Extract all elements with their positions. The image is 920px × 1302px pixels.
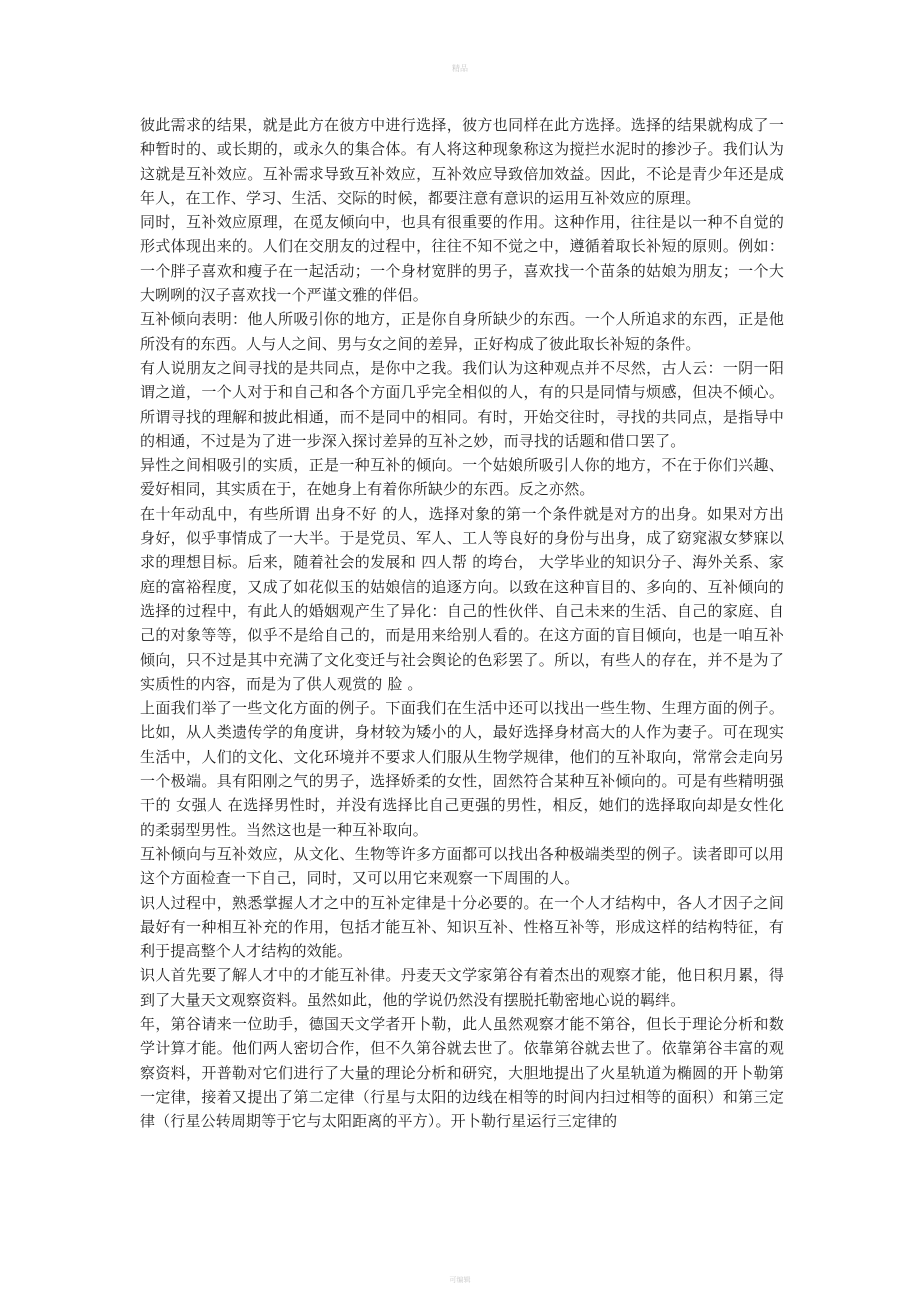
header-watermark: 精品 — [452, 64, 468, 73]
paragraph-7: 上面我们举了一些文化方面的例子。下面我们在生活中还可以找出一些生物、生理方面的例子。比如，从人类遗传学的角度讲，身材较为矮小的人，最好选择身材高大的人作为妻子。可在现实生活中，人们的文化、文化环境并不要求人们服从生物学规律，他们的互补取向，常常会走向另一个极端。具有阳刚之气的男子，选择娇柔的女性，固然符合某种互补倾向的。可是有些精明强干的 女强人 在选择男性时，并没有选择比自己更强的男性，相反，她们的选择取向却是女性化的柔弱型男性。当然这也是一种互补取向。 — [140, 699, 784, 839]
footer-watermark: 可编辑 — [449, 1276, 471, 1284]
paragraph-4: 有人说朋友之间寻找的是共同点，是你中之我。我们认为这种观点并不尽然，古人云：一阴一阳谓之道，一个人对于和自己和各个方面几乎完全相似的人，有的只是同情与烦感，但决不倾心。所谓寻找的理解和披此相通，而不是同中的相同。有时，开始交往时，寻找的共同点，是指导中的相通，不过是为了进一步深入探讨差异的互补之妙，而寻找的话题和借口罢了。 — [140, 358, 784, 450]
paragraph-2: 同时，互补效应原理，在觅友倾向中，也具有很重要的作用。这种作用，往往是以一种不自觉的形式体现出来的。人们在交朋友的过程中，往往不知不觉之中，遵循着取长补短的原则。例如：一个胖子喜欢和瘦子在一起活动；一个身材宽胖的男子，喜欢找一个苗条的姑娘为朋友；一个大大咧咧的汉子喜欢找一个严谨文雅的伴侣。 — [140, 213, 784, 305]
paragraph-10: 识人首先要了解人才中的才能互补律。丹麦天文学家第谷有着杰出的观察才能，他日积月累，得到了大量天文观察资料。虽然如此，他的学说仍然没有摆脱托勒密地心说的羁绊。 — [140, 966, 784, 1009]
paragraph-11: 年，第谷请来一位助手，德国天文学者开卜勒，此人虽然观察才能不第谷，但长于理论分析和数学计算才能。他们两人密切合作，但不久第谷就去世了。依靠第谷就去世了。依靠第谷丰富的观察资料，开普勒对它们进行了大量的理论分析和研究，大胆地提出了火星轨道为椭圆的开卜勒第一定律，接着又提出了第二定律（行星与太阳的边线在相等的时间内扫过相等的面积）和第三定律（行星公转周期等于它与太阳距离的平方）。开卜勒行星运行三定律的 — [140, 1014, 784, 1131]
document-body — [140, 113, 784, 1133]
paragraph-3: 互补倾向表明：他人所吸引你的地方，正是你自身所缺少的东西。一个人所追求的东西，正是他所没有的东西。人与人之间、男与女之间的差异，正好构成了彼此取长补短的条件。 — [140, 310, 784, 353]
paragraph-1: 彼此需求的结果，就是此方在彼方中进行选择，彼方也同样在此方选择。选择的结果就构成了一种暂时的、或长期的，或永久的集合体。有人将这种现象称这为搅拦水泥时的掺沙子。我们认为这就是互补效应。互补需求导致互补效应，互补效应导致倍加效益。因此，不论是青少年还是成年人，在工作、学习、生活、交际的时候，都要注意有意识的运用互补效应的原理。 — [140, 116, 784, 207]
paragraph-5: 异性之间相吸引的实质，正是一种互补的倾向。一个姑娘所吸引人你的地方，不在于你们兴趣、爱好相同，其实质在于，在她身上有着你所缺少的东西。反之亦然。 — [140, 456, 784, 499]
paragraph-6: 在十年动乱中，有些所谓 出身不好 的人，选择对象的第一个条件就是对方的出身。如果对方出身好，似乎事情成了一大半。于是党员、军人、工人等良好的身份与出身，成了窈窕淑女梦寐以求的理想目标。后来，随着社会的发展和 四人帮 的垮台， 大学毕业的知识分子、海外关系、家庭的富裕程度，又成了如花似玉的姑娘信的追逐方向。以致在这种盲目的、多向的、互补倾向的选择的过程中，有此人的婚姻观产生了异化：自己的性伙伴、自己未来的生活、自己的家庭、自己的对象等等，似乎不是给自己的，而是用来给别人看的。在这方面的盲目倾向，也是一咱互补倾向，只不过是其中充满了文化变迁与社会舆论的色彩罢了。所以，有些人的存在，并不是为了实质性的内容，而是为了供人观赏的 脸 。 — [140, 504, 784, 693]
paragraph-8: 互补倾向与互补效应，从文化、生物等许多方面都可以找出各种极端类型的例子。读者即可以用这个方面检查一下自己，同时，又可以用它来观察一下周围的人。 — [140, 844, 784, 888]
paragraph-9: 识人过程中，熟悉掌握人才之中的互补定律是十分必要的。在一个人才结构中，各人才因子之间最好有一种相互补充的作用，包括才能互补、知识互补、性格互补等，形成这样的结构特征，有利于提高整个人才结构的效能。 — [140, 893, 784, 961]
